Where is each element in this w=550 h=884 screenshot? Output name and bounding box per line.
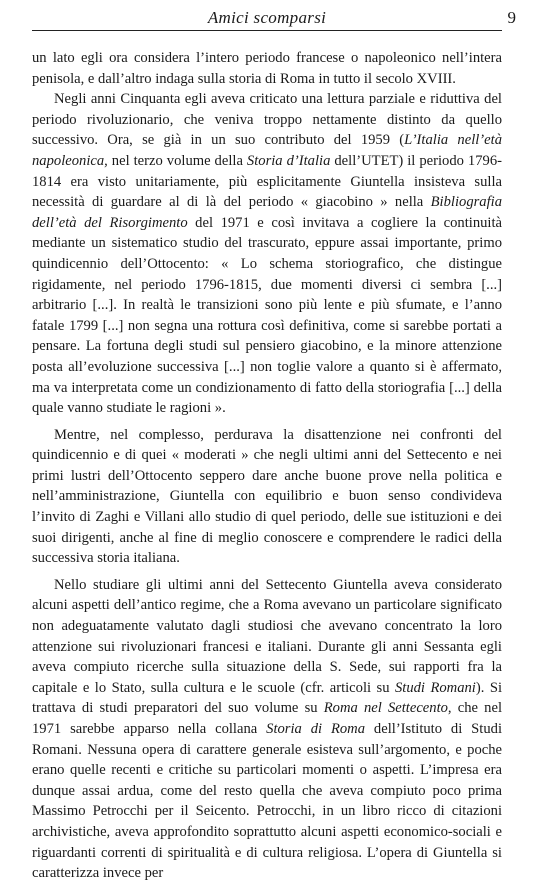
text-run: Nello studiare gli ultimi anni del Settecento Giuntella aveva considerato alcuni aspetti dell’antico regime, che a Roma avevano un particolare significato non adeguatamente valutato dagli studiosi che avevano concentrato la loro attenzione sui rivoluzionari francesi e italiani. Durante gli anni Sessanta egli aveva compiuto ricerche sulla situazione della S. Sede, sui rapporti fra la capitale e lo Stato, sulla cultura e le scuole (cfr. articoli su [32, 576, 502, 696]
italic-title: Storia di Roma [266, 721, 366, 737]
paragraph [32, 575, 502, 884]
body-text [32, 48, 502, 884]
italic-title: Studi Romani [394, 679, 476, 696]
italic-title: Bibliografia dell’età del Risorgimento [32, 194, 502, 231]
text-run: un lato egli ora considera l’intero periodo francese o napoleonico nell’intera penisola, e dall’altro indaga sulla storia di Roma in tutto il secolo XVIII. [32, 50, 502, 87]
italic-title: Storia d’Italia [246, 152, 331, 169]
text-run: dell’UTET) il periodo 1796-1814 era visto unitariamente, più esplicitamente Giuntella insisteva sulla necessità di guardare al di là del periodo « giacobino » nella [32, 152, 502, 211]
text-run: del 1971 e così invitava a cogliere la continuità mediante un sistematico studio del trascurato, eppure assai importante, primo quindicennio dell’Ottocento: « Lo schema storiografico, che distingue rigidamente, nel periodo 1796-1815, due momenti diversi ci sembra [...] arbitrario [...]. In realtà le transizioni sono più lente e più sfumate, e l’anno fatale 1799 [...] non segna una rottura così definitiva, come si sarebbe portati a pensare. La fortuna degli studi sul pensiero giacobino, e la minore attenzione posta all’evoluzione successiva [...] non toglie valore a quanto si è affermato, ma va interpretata come un condizionamento di fatto della storiografia [...] della quale vanno studiate le ragioni ». [32, 214, 502, 417]
text-run: , nel terzo volume della [104, 152, 247, 169]
text-run: dell’Istituto di Studi Romani. Nessuna opera di carattere generale esisteva sull’argomento, e poche erano quelle recenti e critiche su particolari momenti o aspetti. L’impresa era dunque assai ardua, come del resto quella che aveva compiuto poco prima Massimo Petrocchi per il Seicento. Petrocchi, in un libro ricco di citazioni archivistiche, aveva approfondito soprattutto alcuni aspetti economico-sociali e riguardanti correnti di spiritualità e di cultura religiosa. L’opera di Giuntella si caratterizza invece per [32, 721, 502, 882]
page-header [32, 6, 516, 31]
text-run: ). Si trattava di studi preparatori del suo volume su [32, 679, 503, 717]
paragraph [32, 89, 502, 419]
paragraph [32, 425, 502, 569]
running-title: Amici scomparsi [207, 8, 327, 27]
text-run: Negli anni Cinquanta egli aveva criticato una lettura parziale e riduttiva del periodo rivoluzionario, che veniva troppo nettamente distinto da quello successivo. Ora, se già in un suo contributo del 1959 ( [32, 91, 502, 149]
text-run: , che nel 1971 sarebbe apparso nella collana [32, 700, 502, 737]
italic-title: Roma nel Settecento [323, 700, 448, 717]
paragraph [32, 48, 502, 89]
page-number: 9 [507, 8, 516, 27]
italic-title: L’Italia nell’età napoleonica [32, 132, 502, 169]
text-run: Mentre, nel complesso, perdurava la disattenzione nei confronti del quindicennio e di quei « moderati » che negli ultimi anni del Settecento e nei primi lustri dell’Ottocento seppero dare anche buone prove nella politica e nell’amministrazione, Giuntella con equilibrio e buon senso condivideva l’invito di Zaghi e Villani allo studio di quel periodo, delle sue istituzioni e dei suoi dirigenti, anche al fine di meglio conoscere e comprendere le radici della successiva storia italiana. [32, 426, 502, 567]
